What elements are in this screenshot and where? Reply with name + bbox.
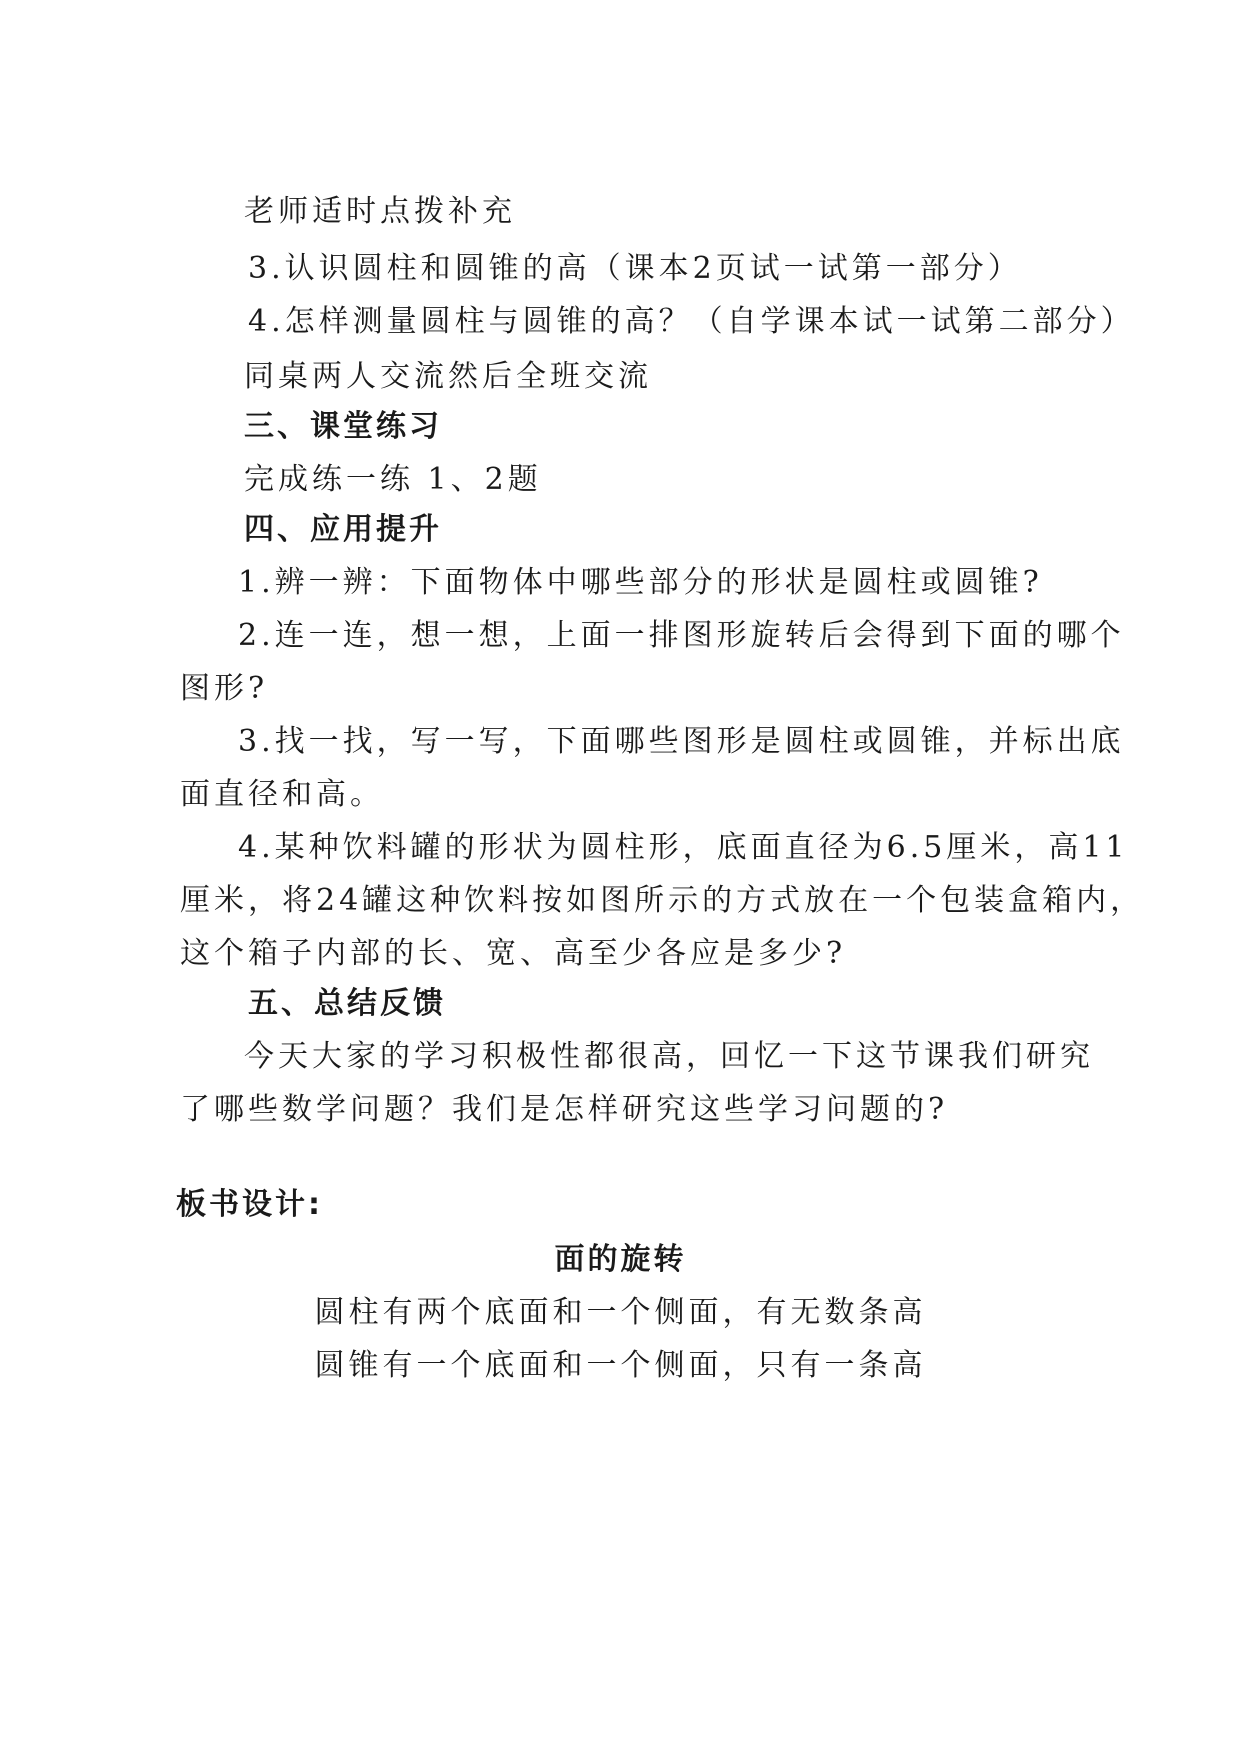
text-line: 3.认识圆柱和圆锥的高（课本2页试一试第一部分） bbox=[248, 251, 1022, 286]
text-line: 2.连一连，想一想，上面一排图形旋转后会得到下面的哪个 bbox=[238, 618, 1125, 653]
text-line: 老师适时点拨补充 bbox=[244, 194, 516, 229]
text-line: 同桌两人交流然后全班交流 bbox=[244, 359, 652, 394]
board-title: 面的旋转 bbox=[554, 1242, 687, 1277]
text-line: 完成练一练 1、2题 bbox=[244, 462, 542, 497]
text-line: 1.辨一辨：下面物体中哪些部分的形状是圆柱或圆锥? bbox=[238, 565, 1043, 600]
text-line: 3.找一找，写一写，下面哪些图形是圆柱或圆锥，并标出底 bbox=[238, 724, 1125, 759]
text-line: 面直径和高。 bbox=[180, 777, 384, 812]
section-heading: 五、总结反馈 bbox=[248, 986, 446, 1021]
board-design-label: 板书设计: bbox=[176, 1187, 323, 1222]
text-line: 今天大家的学习积极性都很高，回忆一下这节课我们研究 bbox=[244, 1039, 1094, 1074]
section-heading: 四、应用提升 bbox=[244, 512, 442, 547]
text-line: 了哪些数学问题？我们是怎样研究这些学习问题的? bbox=[180, 1092, 949, 1127]
text-line: 图形? bbox=[180, 671, 269, 706]
text-line: 厘米，将24罐这种饮料按如图所示的方式放在一个包装盒箱内， bbox=[180, 883, 1145, 918]
board-line: 圆柱有两个底面和一个侧面，有无数条高 bbox=[314, 1295, 927, 1330]
board-line: 圆锥有一个底面和一个侧面，只有一条高 bbox=[314, 1348, 927, 1383]
text-line: 4.怎样测量圆柱与圆锥的高？（自学课本试一试第二部分） bbox=[248, 304, 1135, 339]
text-line: 这个箱子内部的长、宽、高至少各应是多少? bbox=[180, 936, 847, 971]
section-heading: 三、课堂练习 bbox=[244, 409, 442, 444]
text-line: 4.某种饮料罐的形状为圆柱形，底面直径为6.5厘米，高11 bbox=[238, 830, 1129, 865]
